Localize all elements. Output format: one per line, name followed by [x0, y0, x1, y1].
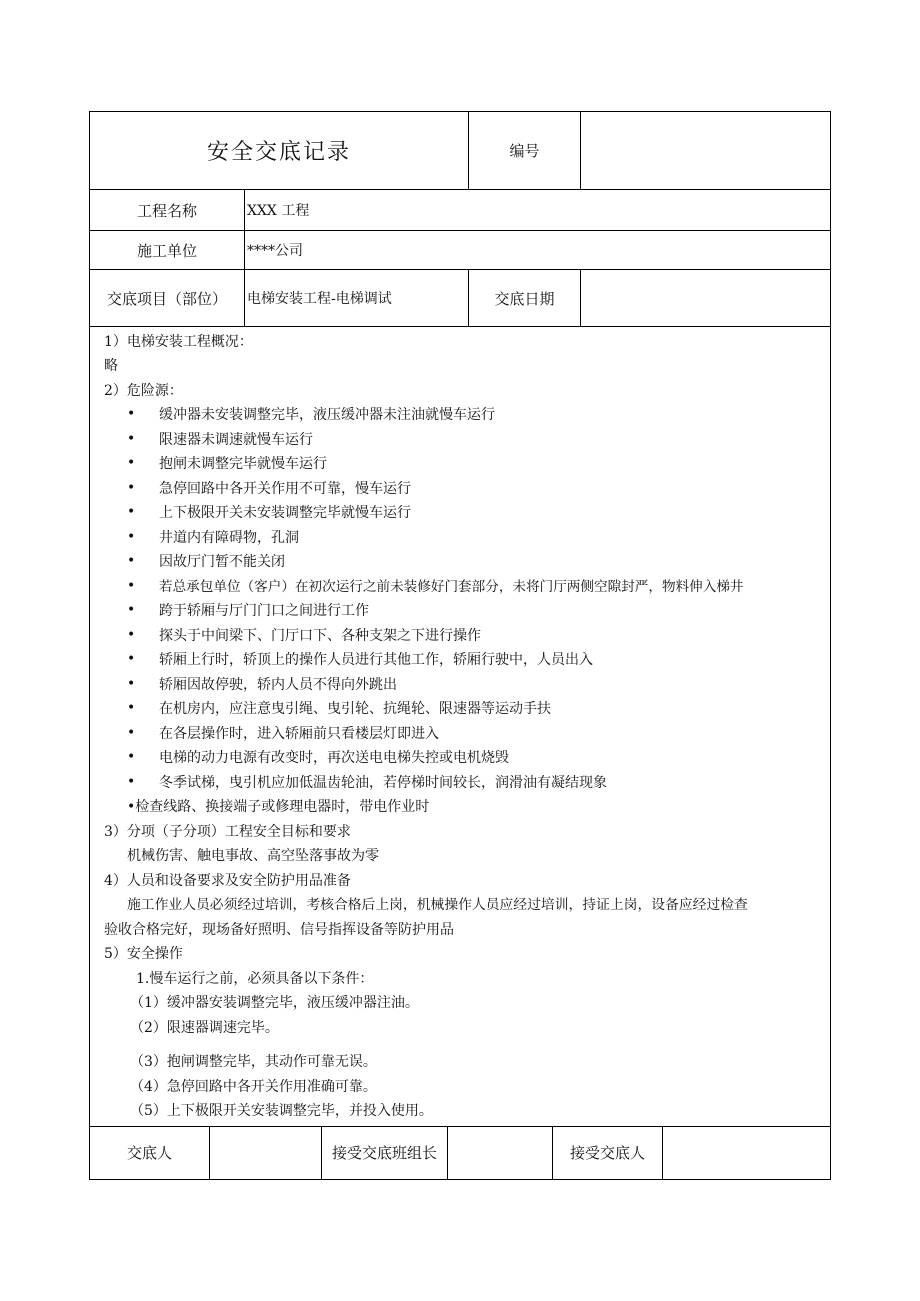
project-name-value[interactable]: XXX 工程	[244, 190, 830, 230]
hazard-item: 电梯的动力电源有改变时，再次送电电梯失控或电机烧毁	[159, 750, 509, 766]
signature-row	[90, 1126, 830, 1179]
construction-unit-row	[90, 231, 830, 270]
project-name-label: 工程名称	[136, 201, 197, 220]
hazard-item: 轿厢因故停驶，轿内人员不得向外跳出	[159, 677, 397, 693]
hazard-item: 抱闸未调整完毕就慢车运行	[159, 456, 327, 472]
hazard-item: 若总承包单位（客户）在初次运行之前未装修好门套部分，未将门厅两侧空隙封严，物料伸入梯井	[159, 579, 744, 595]
bullet-icon: •	[127, 529, 136, 545]
section-3-title: 3）分项（子分项）工程安全目标和要求	[104, 824, 351, 840]
hazard-item: 井道内有障碍物，孔洞	[159, 530, 299, 546]
bullet-icon: •	[127, 431, 136, 447]
team-leader-label: 接受交底班组长	[321, 1126, 447, 1179]
bullet-icon: •	[127, 725, 136, 741]
hazard-item: 在机房内，应注意曳引绳、曳引轮、抗绳轮、限速器等运动手扶	[159, 701, 551, 717]
hazard-item: 急停回路中各开关作用不可靠，慢车运行	[159, 481, 411, 497]
safety-briefing-form	[89, 111, 831, 1180]
condition-item: （3）抱闸调整完毕，其动作可靠无误。	[130, 1054, 377, 1070]
section-2-title: 2）危险源：	[104, 383, 183, 399]
hazard-item: 冬季试梯，曳引机应加低温齿轮油，若停梯时间较长，润滑油有凝结现象	[159, 775, 607, 791]
briefing-item-label: 交底项目（部位）	[106, 289, 227, 308]
condition-item: （1）缓冲器安装调整完毕，液压缓冲器注油。	[130, 995, 419, 1011]
construction-unit-value[interactable]: ****公司	[244, 231, 830, 269]
section-4-title: 4）人员和设备要求及安全防护用品准备	[104, 873, 351, 889]
briefer-label: 交底人	[126, 1144, 172, 1162]
section-5-subtitle: 1.慢车运行之前，必须具备以下条件：	[136, 971, 374, 987]
briefing-content	[90, 327, 830, 1127]
form-title: 安全交底记录	[206, 140, 351, 165]
bullet-icon: •	[127, 480, 136, 496]
section-4-text-line1: 施工作业人员必须经过培训，考核合格后上岗，机械操作人员应经过培训，持证上岗，设备应经过检查	[127, 897, 748, 913]
number-label: 编号	[468, 112, 580, 189]
title-row	[90, 112, 830, 190]
briefer-signature[interactable]	[209, 1126, 321, 1179]
hazard-item-last: •检查线路、换接端子或修理电器时，带电作业时	[127, 799, 430, 815]
bullet-icon: •	[127, 504, 136, 520]
condition-item: （4）急停回路中各开关作用准确可靠。	[130, 1079, 377, 1095]
briefing-date-value[interactable]	[580, 270, 830, 326]
hazard-item: 跨于轿厢与厅门门口之间进行工作	[159, 603, 369, 619]
bullet-icon: •	[127, 578, 136, 594]
bullet-icon: •	[127, 602, 136, 618]
bullet-icon: •	[127, 455, 136, 471]
bullet-icon: •	[127, 676, 136, 692]
condition-item: （5）上下极限开关安装调整完毕，并投入使用。	[130, 1103, 433, 1119]
hazard-item: 缓冲器未安装调整完毕，液压缓冲器未注油就慢车运行	[159, 407, 495, 423]
bullet-icon: •	[127, 627, 136, 643]
section-1-title: 1）电梯安装工程概况：	[104, 334, 253, 350]
construction-unit-label: 施工单位	[136, 241, 197, 260]
hazard-item: 在各层操作时，进入轿厢前只看楼层灯即进入	[159, 726, 439, 742]
receiver-label: 接受交底人	[552, 1126, 662, 1179]
hazard-item: 因故厅门暂不能关闭	[159, 554, 285, 570]
bullet-icon: •	[127, 749, 136, 765]
bullet-icon: •	[127, 406, 136, 422]
hazard-item: 限速器未调速就慢车运行	[159, 432, 313, 448]
bullet-icon: •	[127, 774, 136, 790]
briefing-item-value[interactable]: 电梯安装工程-电梯调试	[244, 270, 468, 326]
receiver-signature[interactable]	[662, 1126, 830, 1179]
project-name-row	[90, 190, 830, 231]
hazard-item: 上下极限开关未安装调整完毕就慢车运行	[159, 505, 411, 521]
condition-item: （2）限速器调速完毕。	[130, 1020, 279, 1036]
hazard-item: 轿厢上行时，轿顶上的操作人员进行其他工作，轿厢行驶中，人员出入	[159, 652, 593, 668]
number-value[interactable]	[580, 112, 830, 189]
briefing-date-label: 交底日期	[468, 270, 580, 326]
briefing-item-row	[90, 270, 830, 327]
bullet-icon: •	[127, 651, 136, 667]
section-3-text: 机械伤害、触电事故、高空坠落事故为零	[127, 848, 379, 864]
section-4-text-line2: 验收合格完好，现场备好照明、信号指挥设备等防护用品	[104, 922, 454, 938]
section-5-title: 5）安全操作	[104, 946, 183, 962]
bullet-icon: •	[127, 553, 136, 569]
section-1-text: 略	[104, 358, 118, 374]
bullet-icon: •	[127, 700, 136, 716]
team-leader-signature[interactable]	[447, 1126, 552, 1179]
hazard-item: 探头于中间梁下、门厅口下、各种支架之下进行操作	[159, 628, 481, 644]
